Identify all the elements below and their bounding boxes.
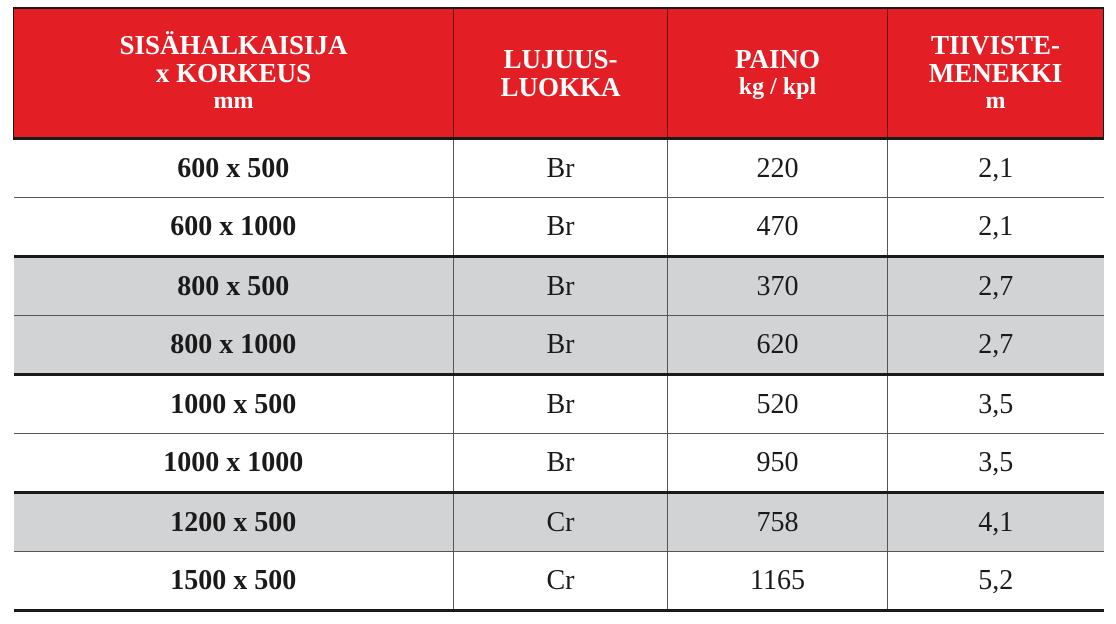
header-unit: kg / kpl	[738, 74, 817, 100]
cell-dimensions: 1200 x 500	[14, 493, 454, 552]
cell-weight: 950	[668, 434, 888, 493]
cell-seal-consumption: 4,1	[888, 493, 1104, 552]
cell-seal-consumption: 2,1	[888, 198, 1104, 257]
table-row	[14, 198, 1104, 257]
cell-strength-class: Br	[454, 139, 668, 198]
cell-weight: 220	[668, 139, 888, 198]
cell-seal-consumption: 2,7	[888, 316, 1104, 375]
cell-seal-consumption: 3,5	[888, 434, 1104, 493]
table-row	[14, 316, 1104, 375]
cell-strength-class: Br	[454, 198, 668, 257]
table-row	[14, 257, 1104, 316]
cell-seal-consumption: 3,5	[888, 375, 1104, 434]
table-row	[14, 139, 1104, 198]
cell-strength-class: Br	[454, 257, 668, 316]
cell-weight: 1165	[668, 552, 888, 611]
table-row	[14, 552, 1104, 611]
table-row	[14, 493, 1104, 552]
cell-strength-class: Br	[454, 434, 668, 493]
cell-dimensions: 800 x 1000	[14, 316, 454, 375]
cell-weight: 758	[668, 493, 888, 552]
cell-dimensions: 600 x 1000	[14, 198, 454, 257]
cell-dimensions: 1000 x 1000	[14, 434, 454, 493]
cell-dimensions: 1500 x 500	[14, 552, 454, 611]
header-line: SISÄHALKAISIJA	[119, 30, 348, 60]
header-line: LUJUUS-	[503, 44, 618, 74]
cell-dimensions: 800 x 500	[14, 257, 454, 316]
header-weight	[668, 8, 888, 139]
cell-weight: 520	[668, 375, 888, 434]
table-row	[14, 375, 1104, 434]
header-seal-consumption	[888, 8, 1104, 139]
header-line: LUOKKA	[500, 72, 621, 102]
cell-seal-consumption: 2,7	[888, 257, 1104, 316]
cell-strength-class: Cr	[454, 493, 668, 552]
cell-weight: 470	[668, 198, 888, 257]
cell-strength-class: Br	[454, 375, 668, 434]
cell-strength-class: Br	[454, 316, 668, 375]
header-unit: m	[985, 88, 1006, 114]
header-strength-class	[454, 8, 668, 139]
header-row	[14, 8, 1104, 139]
header-line: x KORKEUS	[155, 58, 312, 88]
header-line: TIIVISTE-	[930, 30, 1061, 60]
header-line: MENEKKI	[928, 58, 1063, 88]
cell-seal-consumption: 5,2	[888, 552, 1104, 611]
header-unit: mm	[213, 88, 254, 114]
cell-weight: 620	[668, 316, 888, 375]
cell-weight: 370	[668, 257, 888, 316]
cell-dimensions: 600 x 500	[14, 139, 454, 198]
cell-seal-consumption: 2,1	[888, 139, 1104, 198]
header-diameter-height	[14, 8, 454, 139]
specification-table	[13, 7, 1104, 612]
cell-dimensions: 1000 x 500	[14, 375, 454, 434]
table-row	[14, 434, 1104, 493]
cell-strength-class: Cr	[454, 552, 668, 611]
header-line: PAINO	[735, 44, 820, 74]
